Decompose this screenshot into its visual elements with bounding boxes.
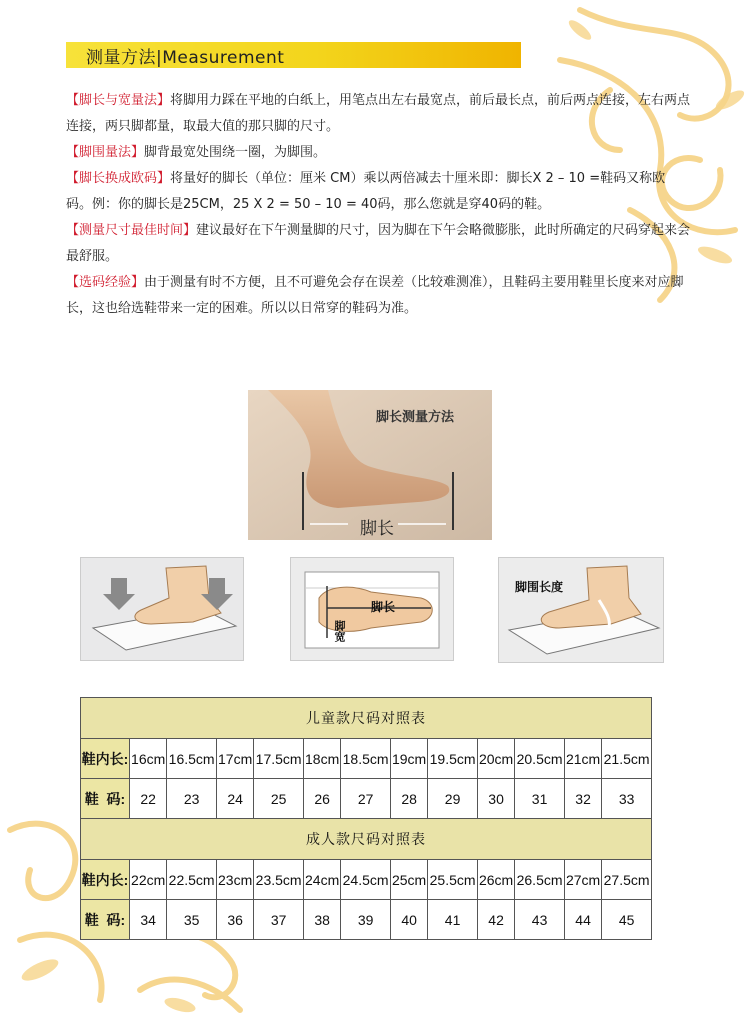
girth-length-label: 脚围长度 — [515, 580, 564, 594]
table-cell: 24 — [216, 779, 253, 819]
table-cell: 29 — [428, 779, 478, 819]
instruction-text: 脚背最宽处围绕一圈，为脚围。 — [144, 145, 327, 160]
table-cell: 42 — [477, 900, 514, 940]
table-cell: 17.5cm — [254, 739, 304, 779]
children-size-row — [81, 779, 652, 819]
table-cell: 27 — [341, 779, 391, 819]
table-cell: 19.5cm — [428, 739, 478, 779]
instruction-label: 【测量尺寸最佳时间】 — [66, 223, 197, 238]
table-cell: 27cm — [564, 860, 601, 900]
foot-length-method-caption: 脚长测量方法 — [376, 410, 455, 425]
table-cell: 33 — [602, 779, 652, 819]
size-row-label: 鞋 码: — [81, 779, 130, 819]
instruction-text: 将量好的脚长（单位：厘米 CM）乘以两倍减去十厘米即：脚长X 2 – 10 =鞋码又称欧码。例：你的脚长是25CM，25 X 2 = 50 – 10 = 40码，那么您就是穿40码的鞋。 — [66, 171, 666, 212]
foot-top-view-illustration — [290, 557, 454, 661]
size-row-label: 鞋 码: — [81, 900, 130, 940]
table-cell: 31 — [515, 779, 565, 819]
table-cell: 18cm — [303, 739, 340, 779]
children-length-row — [81, 739, 652, 779]
instruction-label: 【脚长换成欧码】 — [66, 171, 171, 186]
table-cell: 18.5cm — [341, 739, 391, 779]
table-cell: 20.5cm — [515, 739, 565, 779]
table-cell: 23.5cm — [254, 860, 304, 900]
instruction-best-time — [66, 218, 691, 270]
children-size-table — [80, 697, 652, 940]
section-header-bar — [66, 42, 521, 68]
instruction-foot-length-width — [66, 88, 691, 140]
table-cell: 37 — [254, 900, 304, 940]
table-cell: 19cm — [390, 739, 427, 779]
instruction-euro-size — [66, 166, 691, 218]
table-cell: 23 — [167, 779, 217, 819]
table-cell: 20cm — [477, 739, 514, 779]
table-cell: 28 — [390, 779, 427, 819]
table-cell: 40 — [390, 900, 427, 940]
instruction-label: 【选码经验】 — [66, 275, 145, 290]
foot-width-diagram — [81, 558, 243, 660]
table-cell: 43 — [515, 900, 565, 940]
table-cell: 25cm — [390, 860, 427, 900]
table-cell: 39 — [341, 900, 391, 940]
table-cell: 25 — [254, 779, 304, 819]
table-cell: 34 — [130, 900, 167, 940]
table-cell: 27.5cm — [602, 860, 652, 900]
adult-table-title: 成人款尺码对照表 — [81, 819, 652, 860]
instruction-text: 将脚用力踩在平地的白纸上，用笔点出左右最宽点，前后最长点，前后两点连接，左右两点连接，两只脚都量，取最大值的那只脚的尺寸。 — [66, 93, 691, 134]
table-cell: 25.5cm — [428, 860, 478, 900]
table-cell: 21cm — [564, 739, 601, 779]
foot-girth-diagram — [499, 558, 663, 662]
instruction-size-tips — [66, 270, 691, 322]
measurement-instructions — [66, 88, 691, 322]
instruction-text: 建议最好在下午测量脚的尺寸，因为脚在下午会略微膨胀，此时所确定的尺码穿起来会最舒服。 — [66, 223, 691, 264]
table-cell: 21.5cm — [602, 739, 652, 779]
table-cell: 30 — [477, 779, 514, 819]
table-cell: 41 — [428, 900, 478, 940]
adult-size-row — [81, 900, 652, 940]
table-cell: 22cm — [130, 860, 167, 900]
instruction-label: 【脚长与宽量法】 — [66, 93, 171, 108]
table-cell: 17cm — [216, 739, 253, 779]
table-cell: 22 — [130, 779, 167, 819]
instruction-label: 【脚围量法】 — [66, 145, 145, 160]
length-row-label: 鞋内长: — [81, 860, 130, 900]
top-view-width-label: 脚宽 — [333, 620, 346, 642]
table-cell: 22.5cm — [167, 860, 217, 900]
foot-length-label: 脚长 — [360, 519, 394, 539]
table-cell: 16.5cm — [167, 739, 217, 779]
table-cell: 26 — [303, 779, 340, 819]
table-cell: 26cm — [477, 860, 514, 900]
length-row-label: 鞋内长: — [81, 739, 130, 779]
foot-girth-illustration — [498, 557, 664, 663]
table-cell: 26.5cm — [515, 860, 565, 900]
instruction-foot-girth — [66, 140, 691, 166]
table-cell: 35 — [167, 900, 217, 940]
section-title: 测量方法|Measurement — [86, 47, 285, 68]
table-cell: 23cm — [216, 860, 253, 900]
table-cell: 44 — [564, 900, 601, 940]
table-cell: 32 — [564, 779, 601, 819]
table-cell: 36 — [216, 900, 253, 940]
table-cell: 38 — [303, 900, 340, 940]
children-table-title: 儿童款尺码对照表 — [81, 698, 652, 739]
foot-length-photo — [248, 390, 492, 540]
table-cell: 24.5cm — [341, 860, 391, 900]
table-cell: 45 — [602, 900, 652, 940]
table-cell: 16cm — [130, 739, 167, 779]
top-view-length-label: 脚长 — [371, 600, 396, 614]
foot-width-illustration — [80, 557, 244, 661]
table-cell: 24cm — [303, 860, 340, 900]
instruction-text: 由于测量有时不方便，且不可避免会存在误差（比较难测准），且鞋码主要用鞋里长度来对应脚长，这也给选鞋带来一定的困难。所以以日常穿的鞋码为准。 — [66, 275, 684, 316]
adult-length-row — [81, 860, 652, 900]
